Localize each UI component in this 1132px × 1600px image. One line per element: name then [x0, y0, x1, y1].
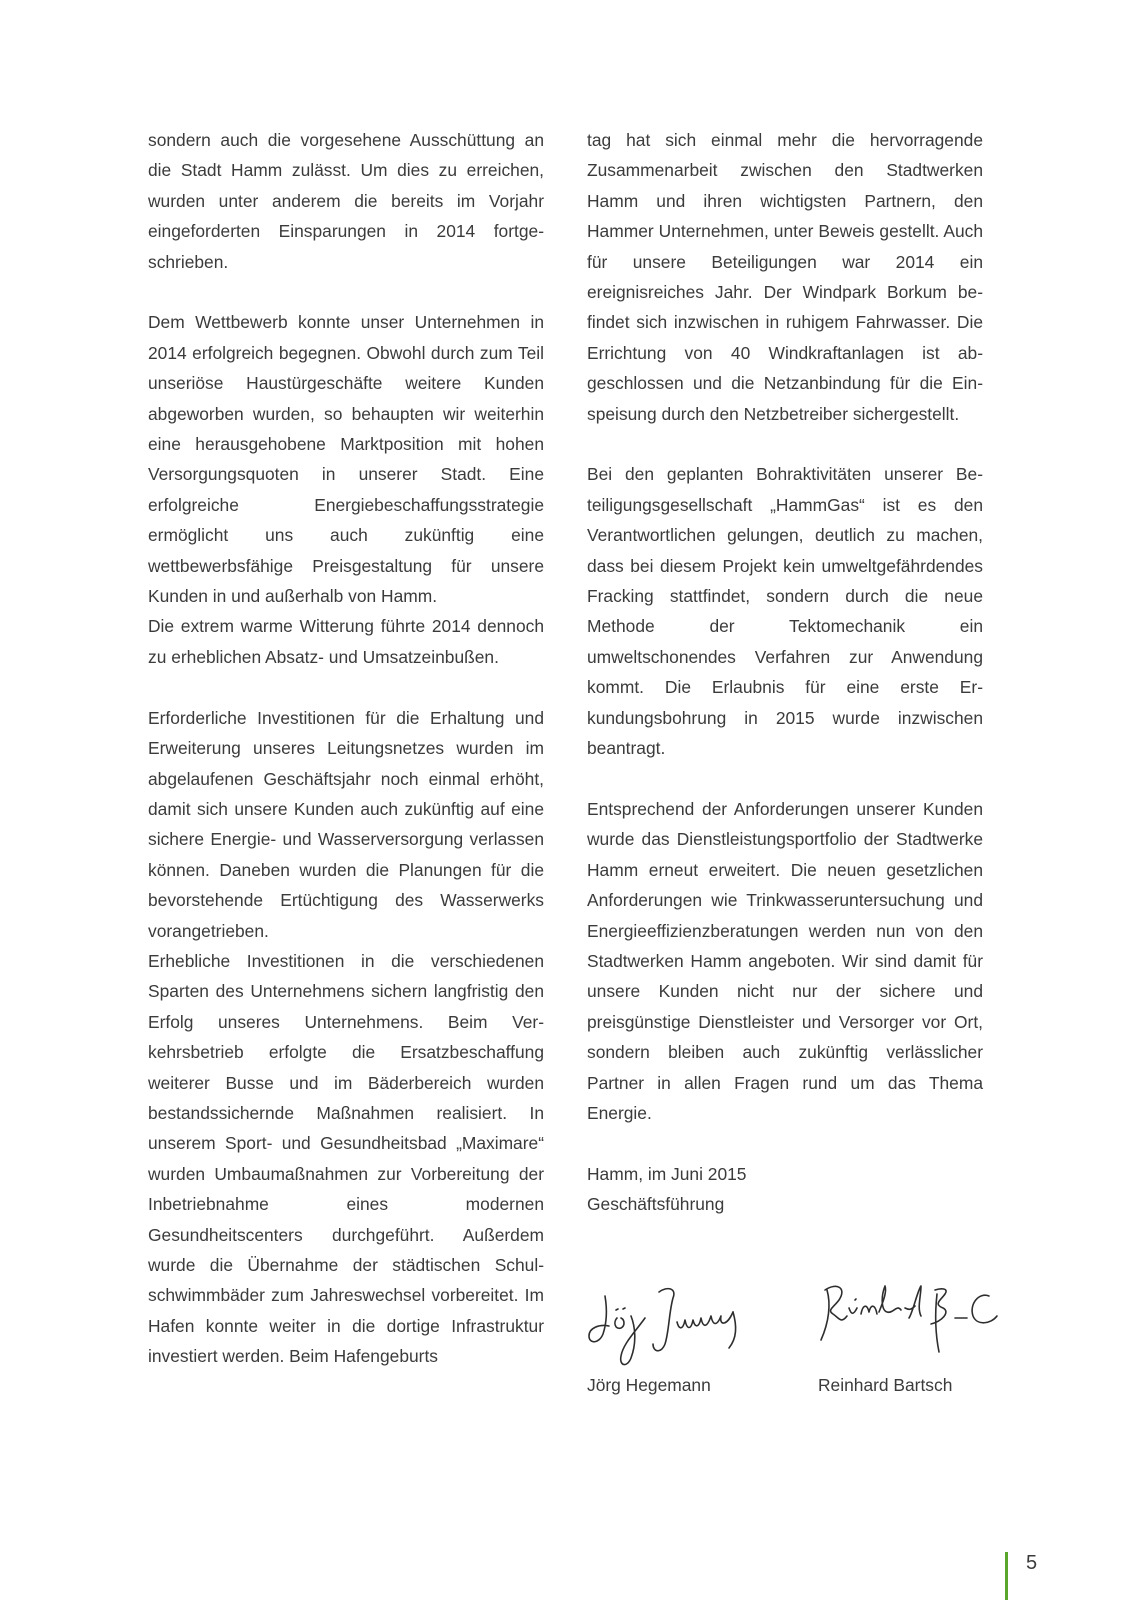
- closing-block: [587, 1159, 983, 1220]
- signature-block: [587, 1282, 1007, 1382]
- page-number: 5: [1026, 1552, 1038, 1574]
- left-text-column: [148, 125, 544, 1372]
- signatory-line: Geschäftsführung: [587, 1194, 725, 1215]
- signature-bartsch: [817, 1282, 1007, 1362]
- paragraph: Entsprechend der Anforderungen unserer Kunden wurde das Dienstleistungsportfolio der Stadtwerke Hamm erneut erweitert. Die neuen gesetzlichen Anforderungen wie Trinkwasseruntersuchung und Energieeffizienzberatungen werden nun von den Stadtwerken Hamm angeboten. Wir sind damit für unsere Kunden nicht nur der sichere und preisgünstige Dienstleister und Versorger vor Ort, sondern bleiben auch zukünftig verlässlicher Partner in allen Fragen rund um das Thema Energie.: [587, 798, 983, 1123]
- paragraph: Erforderliche Investitionen für die Erhaltung und Erweiterung unseres Leitungsnetzes wurden im abgelaufenen Geschäftsjahr noch einmal erhöht, damit sich unsere Kunden auch zukünftig auf eine sichere Energie- und Wasserversorgung verlassen können. Daneben wurden die Planungen für die bevorstehende Ertüchtigung des Wasserwerks vorangetrieben.: [148, 707, 544, 941]
- paragraph: Die extrem warme Witterung führte 2014 dennoch zu erheblichen Absatz- und Umsatzeinbußen.: [148, 616, 544, 667]
- paragraph: tag hat sich einmal mehr die hervorragende Zusammenarbeit zwischen den Stadtwerken Hamm und ihren wichtigsten Partnern, den Hammer Unternehmen, unter Beweis gestellt. Auch für unsere Beteiligungen war 2014 ein ereignisreiches Jahr. Der Windpark Borkum befindet sich inzwischen in ruhigem Fahrwasser. Die Errichtung von 40 Windkraftanlagen ist abgeschlossen und die Netzanbindung für die Einspeisung durch den Netzbetreiber sichergestellt.: [587, 130, 983, 424]
- signatory-name-bartsch: Reinhard Bartsch: [818, 1375, 953, 1395]
- page-number-rule: [1005, 1552, 1008, 1600]
- signatory-name-hegemann: Jörg Hegemann: [587, 1375, 711, 1395]
- right-text-column: [587, 125, 983, 1220]
- signature-hegemann: [587, 1282, 767, 1372]
- paragraph: Dem Wettbewerb konnte unser Unternehmen in 2014 erfolgreich begegnen. Obwohl durch zum Teil unseriöse Haustürgeschäfte weitere Kunden abgeworben wurden, so behaupten wir weiterhin eine herausgehobene Marktposition mit hohen Versorgungsquoten in unserer Stadt. Eine erfolgreiche Energiebeschaffungsstrategie ermöglicht uns auch zukünftig eine wettbewerbsfähige Preisgestaltung für unsere Kunden in und außerhalb von Hamm.: [148, 312, 544, 607]
- paragraph: Erhebliche Investitionen in die verschiedenen Sparten des Unternehmens sichern langfristig den Erfolg unseres Unternehmens. Beim Verkehrsbetrieb erfolgte die Ersatzbeschaffung weiterer Busse und im Bäderbereich wurden bestandssichernde Maßnahmen realisiert. In unserem Sport- und Gesundheitsbad „Maximare“ wurden Umbaumaßnahmen zur Vorbereitung der Inbetriebnahme eines modernen Gesundheitscenters durchgeführt. Außerdem wurde die Übernahme der städtischen Schulschwimmbäder zum Jahreswechsel vorbereitet. Im Hafen konnte weiter in die dortige Infrastruktur investiert werden. Beim Hafengeburts: [148, 950, 544, 1367]
- place-date: Hamm, im Juni 2015: [587, 1163, 747, 1184]
- paragraph: sondern auch die vorgesehene Ausschüttung an die Stadt Hamm zulässt. Um dies zu erreichen, wurden unter anderem die bereits im Vorjahr eingeforderten Einsparungen in 2014 fortgeschrieben.: [148, 130, 544, 272]
- paragraph: Bei den geplanten Bohraktivitäten unserer Beteiligungsgesellschaft „HammGas“ ist es den Verantwortlichen gelungen, deutlich zu machen, dass bei diesem Projekt kein umweltgefährdendes Fracking stattfindet, sondern durch die neue Methode der Tektomechanik ein umweltschonendes Verfahren zur Anwendung kommt. Die Erlaubnis für eine erste Erkundungsbohrung in 2015 wurde inzwischen beantragt.: [587, 464, 983, 759]
